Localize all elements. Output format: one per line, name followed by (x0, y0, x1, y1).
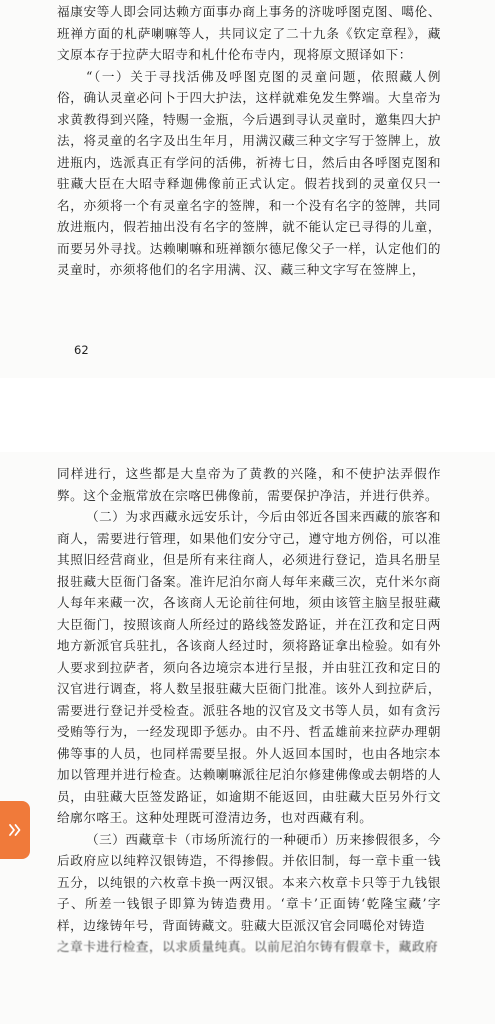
intro-paragraph: 福康安等人即会同达赖方面事办商上事务的济咙呼图克图、噶伦、班禅方面的札萨喇嘛等人，共同议定了二十九条《钦定章程》，藏文原本存于拉萨大昭寺和札什伦布寺内，现将原文照译如下： (57, 4, 441, 62)
book-page-bottom (0, 452, 495, 1024)
expand-side-panel-button[interactable] (0, 801, 30, 859)
page-number: 62 (74, 343, 89, 357)
clause-three-last-line: 之章卡进行检查，以求质量纯真。以前尼泊尔铸有假章卡，藏政府 (57, 939, 439, 954)
double-chevron-right-icon (7, 822, 23, 838)
clause-two-paragraph: （二）为求西藏永远安乐计，今后由邻近各国来西藏的旅客和商人，需要进行管理，如果他们安分守己，遵守地方例俗，可以准其照旧经营商业，但是所有来往商人，必须进行登记，造具名册呈报驻藏大臣衙门备案。准许尼泊尔商人每年来藏三次，克什米尔商人每年来藏一次，各该商人无论前往何地，须由该管主脑呈报驻藏大臣衙门，按照该商人所经过的路线签发路证，并在江孜和定日两地方新派官兵驻扎，各该商人经过时，须将路证拿出检验。如有外人要求到拉萨者，须向各边境宗本进行呈报，并由驻江孜和定日的汉官进行调查，将人数呈报驻藏大臣衙门批准。该外人到拉萨后，需要进行登记并受检查。派驻各地的汉官及文书等人员，如有贪污受贿等行为，一经发现即予惩办。由不丹、哲孟雄前来拉萨办理朝佛等事的人员，也同样需要呈报。外人返回本国时，也由各地宗本加以管理并进行检查。达赖喇嘛派往尼泊尔修建佛像或去朝塔的人员，由驻藏大臣签发路证，如逾期不能返回，由驻藏大臣另外行文给廓尔喀王。这种处理既可澄清边务，也对西藏有利。 (57, 509, 441, 825)
page-gap (0, 378, 495, 452)
book-page-top (0, 0, 495, 378)
clause-three-paragraph: （三）西藏章卡（市场所流行的一种硬币）历来掺假很多，今后政府应以纯粹汉银铸造，不得掺假。并依旧制，每一章卡重一钱五分，以纯银的六枚章卡换一两汉银。本来六枚章卡只等于九钱银子、所差一钱银子即算为铸造费用。‘章卡’正面铸‘乾隆宝藏’字样，边缘铸年号，背面铸藏文。驻藏大臣派汉官会同噶伦对铸造 (57, 831, 441, 933)
continued-paragraph: 同样进行，这些都是大皇帝为了黄教的兴隆，和不使护法弄假作弊。这个金瓶常放在宗喀巴佛像前，需要保护净洁，并进行供养。 (57, 466, 441, 503)
clause-one-paragraph: “（一）关于寻找活佛及呼图克图的灵童问题，依照藏人例俗，确认灵童必问卜于四大护法，这样就难免发生弊端。大皇帝为求黄教得到兴隆，特赐一金瓶，今后遇到寻认灵童时，邀集四大护法，将灵童的名字及出生年月，用满汉藏三种文字写于签牌上，放进瓶内，选派真正有学问的活佛，祈祷七日，然后由各呼图克图和驻藏大臣在大昭寺释迦佛像前正式认定。假若找到的灵童仅只一名，亦须将一个有灵童名字的签牌，和一个没有名字的签牌，共同放进瓶内，假若抽出没有名字的签牌，就不能认定已寻得的儿童，而要另外寻找。达赖喇嘛和班禅额尔德尼像父子一样，认定他们的灵童时，亦须将他们的名字用满、汉、藏三种文字写在签牌上， (57, 68, 441, 277)
